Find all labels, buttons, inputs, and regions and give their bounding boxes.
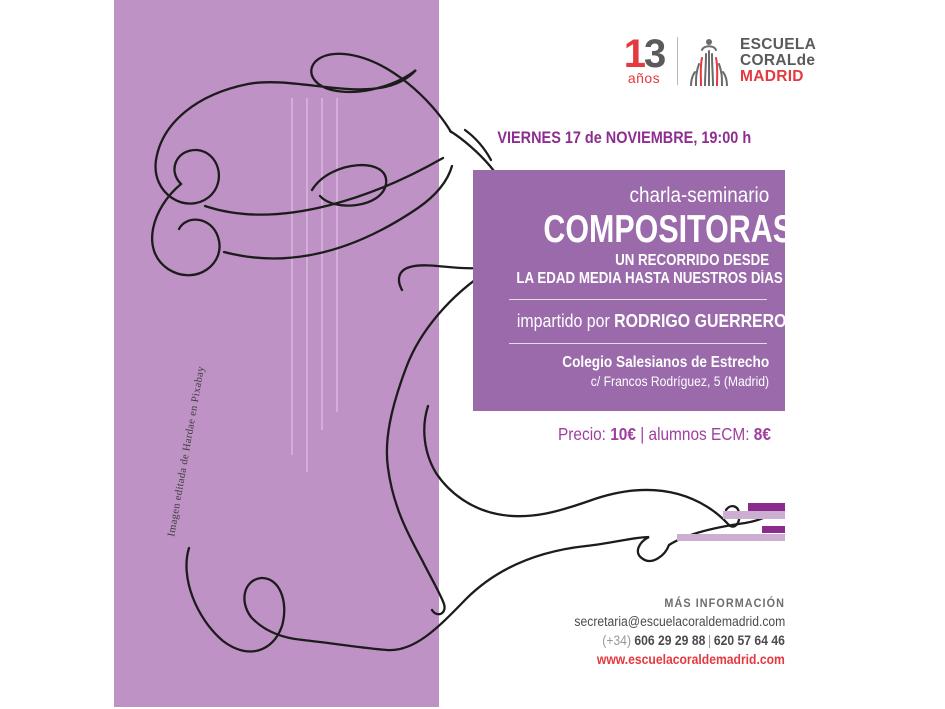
bar-light-1 xyxy=(723,511,785,519)
logo-years-number: 13 xyxy=(623,31,665,76)
contact-block xyxy=(551,596,785,667)
students-price-value: 8€ xyxy=(753,424,771,444)
event-datetime: VIERNES 17 de NOVIEMBRE, 19:00 h xyxy=(497,128,751,147)
students-price-label: alumnos ECM: xyxy=(648,424,754,444)
phone-country-code: (+34) xyxy=(602,633,632,648)
venue-address: c/ Francos Rodríguez, 5 (Madrid) xyxy=(590,374,769,389)
price-label: Precio: xyxy=(558,424,611,444)
phone-separator: | xyxy=(708,633,712,648)
logo xyxy=(620,31,817,86)
divider xyxy=(509,299,767,300)
event-kind: charla-seminario xyxy=(629,184,769,207)
price-line xyxy=(473,424,785,445)
event-title: COMPOSITORAS xyxy=(543,208,793,251)
divider xyxy=(509,343,767,344)
logo-years xyxy=(620,31,668,86)
logo-wordmark xyxy=(740,37,816,85)
contact-heading: MÁS INFORMACIÓN xyxy=(664,596,785,610)
speaker-name: RODRIGO GUERRERO xyxy=(614,310,787,331)
logo-word-madrid: MADRID xyxy=(740,68,804,85)
phone-number-2: 620 57 64 46 xyxy=(714,633,785,648)
logo-word-coralde: CORALde xyxy=(740,52,816,69)
bar-light-2 xyxy=(677,534,785,541)
event-subtitle-line1: UN RECORRIDO DESDE xyxy=(614,252,769,269)
contact-website: www.escuelacoraldemadrid.com xyxy=(597,652,785,667)
event-card xyxy=(473,170,793,411)
contact-email: secretaria@escuelacoraldemadrid.com xyxy=(574,614,785,629)
price-separator: | xyxy=(636,424,649,444)
phone-number-1: 606 29 29 88 xyxy=(634,633,706,648)
speaker-line: impartido por RODRIGO GUERRERO xyxy=(516,310,787,331)
logo-divider xyxy=(677,37,678,85)
logo-years-label: años xyxy=(627,69,661,86)
contact-phones xyxy=(551,633,785,648)
bar-dark-2 xyxy=(762,526,785,533)
bar-dark-1 xyxy=(748,503,785,511)
image-credit: Imagen editada de Hardae en Pixabay xyxy=(166,365,208,538)
choir-icon xyxy=(687,36,731,86)
venue-name: Colegio Salesianos de Estrecho xyxy=(562,354,769,371)
logo-word-escuela: ESCUELA xyxy=(740,36,817,53)
price-value: 10€ xyxy=(610,424,637,444)
artwork-panel xyxy=(114,0,439,707)
event-subtitle-line2: LA EDAD MEDIA HASTA NUESTROS DÍAS xyxy=(516,270,783,287)
